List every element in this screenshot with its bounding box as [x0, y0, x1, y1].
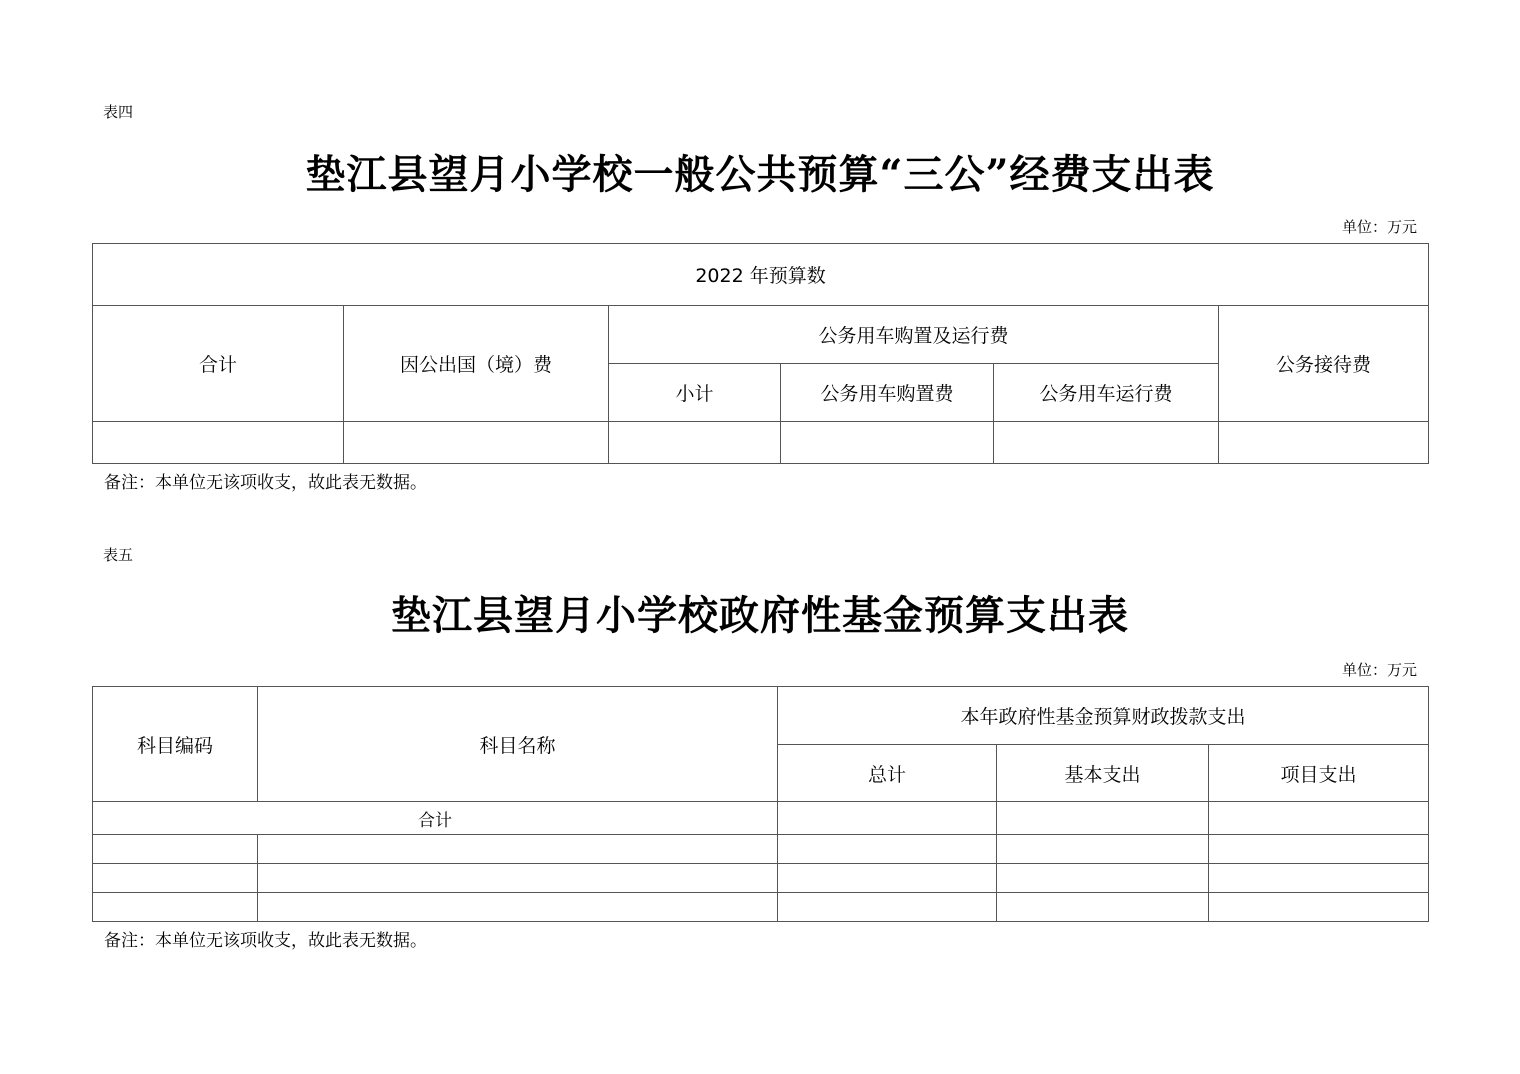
- table-cell: [344, 422, 609, 464]
- table4-note: 备注：本单位无该项收支，故此表无数据。: [104, 473, 427, 493]
- table-cell: [258, 864, 778, 893]
- table-row: [93, 893, 1429, 922]
- table-cell: [93, 835, 258, 864]
- table-cell: [258, 835, 778, 864]
- table-cell: [1219, 422, 1429, 464]
- total-row: [93, 802, 1429, 835]
- table-cell: [609, 422, 781, 464]
- table-cell: [258, 893, 778, 922]
- table-cell: [778, 835, 997, 864]
- table-cell: [1209, 802, 1429, 835]
- table-row: [93, 864, 1429, 893]
- grand-total-header: 总计: [778, 745, 997, 802]
- table-cell: [997, 893, 1209, 922]
- government-fund-table: [92, 686, 1429, 922]
- vehicle-operation-header: 公务用车运行费: [994, 364, 1219, 422]
- vehicle-purchase-header: 公务用车购置费: [781, 364, 994, 422]
- table-cell: [781, 422, 994, 464]
- table-cell: [997, 864, 1209, 893]
- subtotal-header: 小计: [609, 364, 781, 422]
- table5-unit: 单位：万元: [1341, 661, 1417, 679]
- budget-year-header: 2022 年预算数: [93, 244, 1429, 306]
- table-cell: [778, 802, 997, 835]
- table-row: [93, 835, 1429, 864]
- project-expenditure-header: 项目支出: [1209, 745, 1429, 802]
- reception-header: 公务接待费: [1219, 306, 1429, 422]
- table4-unit: 单位：万元: [1341, 218, 1417, 236]
- table-cell: [1209, 835, 1429, 864]
- table-cell: [1209, 893, 1429, 922]
- table-cell: [778, 893, 997, 922]
- total-row-label: 合计: [93, 802, 778, 835]
- table-cell: [93, 422, 344, 464]
- overseas-header: 因公出国（境）费: [344, 306, 609, 422]
- table4-label: 表四: [103, 103, 134, 121]
- subject-name-header: 科目名称: [258, 687, 778, 802]
- table-cell: [93, 864, 258, 893]
- table-cell: [997, 802, 1209, 835]
- table5-label: 表五: [103, 546, 134, 564]
- basic-expenditure-header: 基本支出: [997, 745, 1209, 802]
- table-cell: [997, 835, 1209, 864]
- table-cell: [994, 422, 1219, 464]
- subject-code-header: 科目编码: [93, 687, 258, 802]
- table5-note: 备注：本单位无该项收支，故此表无数据。: [104, 931, 427, 951]
- vehicle-group-header: 公务用车购置及运行费: [609, 306, 1219, 364]
- fund-expenditure-header: 本年政府性基金预算财政拨款支出: [778, 687, 1429, 745]
- table-row: [93, 422, 1429, 464]
- total-header: 合计: [93, 306, 344, 422]
- table-cell: [1209, 864, 1429, 893]
- table4-title: 垫江县望月小学校一般公共预算“三公”经费支出表: [305, 151, 1215, 198]
- table5-title: 垫江县望月小学校政府性基金预算支出表: [391, 592, 1129, 639]
- table-cell: [778, 864, 997, 893]
- table-cell: [93, 893, 258, 922]
- three-public-expenses-table: [92, 243, 1429, 464]
